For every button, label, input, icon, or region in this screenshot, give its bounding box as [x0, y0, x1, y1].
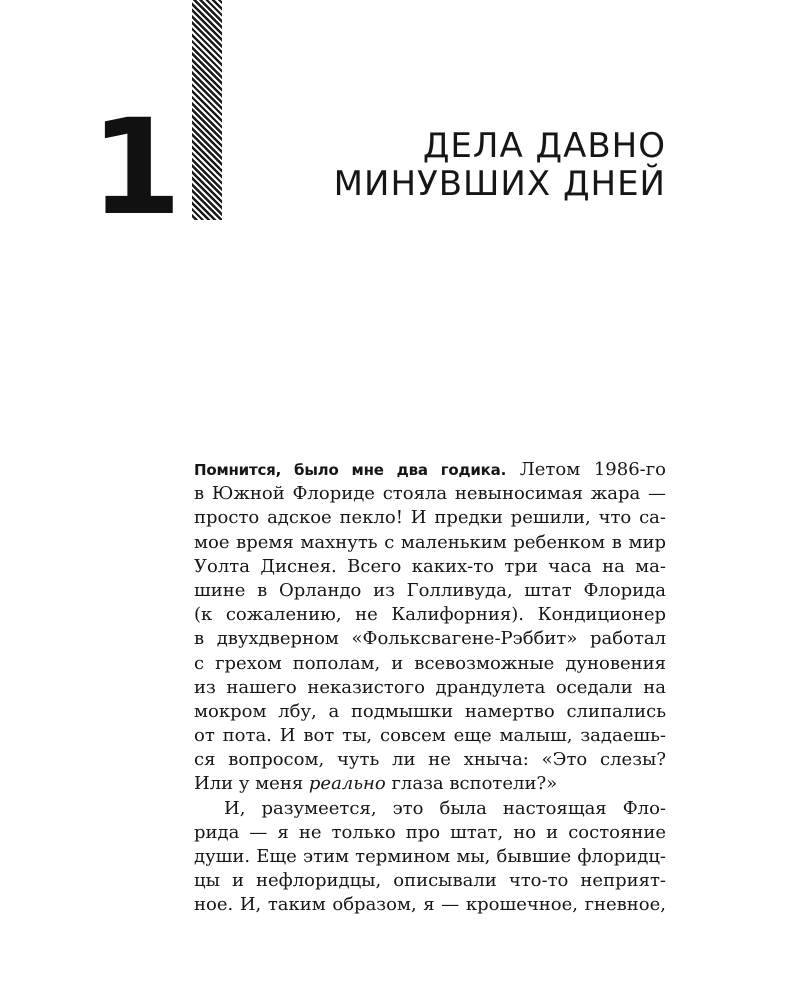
text-line: И, разумеется, это была настоящая Фло-: [224, 797, 666, 819]
text-line: [194, 772, 666, 796]
chapter-title-line-1: ДЕЛА ДАВНО: [422, 126, 666, 166]
text-line: из нашего неказистого драндулета оседали на: [194, 676, 666, 698]
text-line: души. Еще этим термином мы, бывшие флоридц-: [194, 846, 666, 867]
text-line: просто адское пекло! И предки решили, что са-: [194, 507, 666, 529]
chapter-number: 1: [90, 91, 178, 245]
text-line: мокром лбу, а подмышки намертво слипались: [194, 700, 666, 722]
text-line: [194, 458, 666, 482]
text-line: рида — я не только про штат, но и состояние: [194, 821, 666, 843]
text-line: с грехом пополам, и всевозможные дуновения: [194, 652, 666, 674]
text-line: шине в Орландо из Голливуда, штат Флорида: [194, 579, 666, 601]
text-line: цы и нефлоридцы, описывали что-то неприят-: [194, 870, 666, 892]
chapter-title-line-2: МИНУВШИХ ДНЕЙ: [333, 164, 666, 204]
body-text: [194, 458, 666, 918]
text-fragment: Или у меня: [194, 773, 309, 795]
text-line: (к сожалению, не Калифорния). Кондиционер: [194, 604, 666, 626]
hatched-divider-bar: [192, 0, 222, 220]
text-line: в Южной Флориде стояла невыносимая жара —: [194, 483, 666, 505]
text-line: ся вопросом, чуть ли не хныча: «Это слезы?: [194, 749, 666, 771]
text-line: в двухдверном «Фольксвагене-Рэббит» работал: [194, 628, 666, 650]
text-line: Уолта Диснея. Всего каких-то три часа на ма-: [194, 555, 666, 577]
text-fragment: глаза вспотели?»: [385, 773, 558, 795]
lead-in: Помнится, было мне два годика.: [194, 461, 507, 479]
text-line: ное. И, таким образом, я — крошечное, гневное,: [194, 894, 666, 916]
text-line: мое время махнуть с маленьким ребенком в мир: [194, 531, 666, 553]
text-line: от пота. И вот ты, совсем еще малыш, задаешь-: [194, 725, 666, 747]
chapter-title: [334, 127, 666, 203]
text-line-rest: Летом 1986-го: [506, 459, 666, 480]
italic-word: реально: [308, 773, 386, 795]
